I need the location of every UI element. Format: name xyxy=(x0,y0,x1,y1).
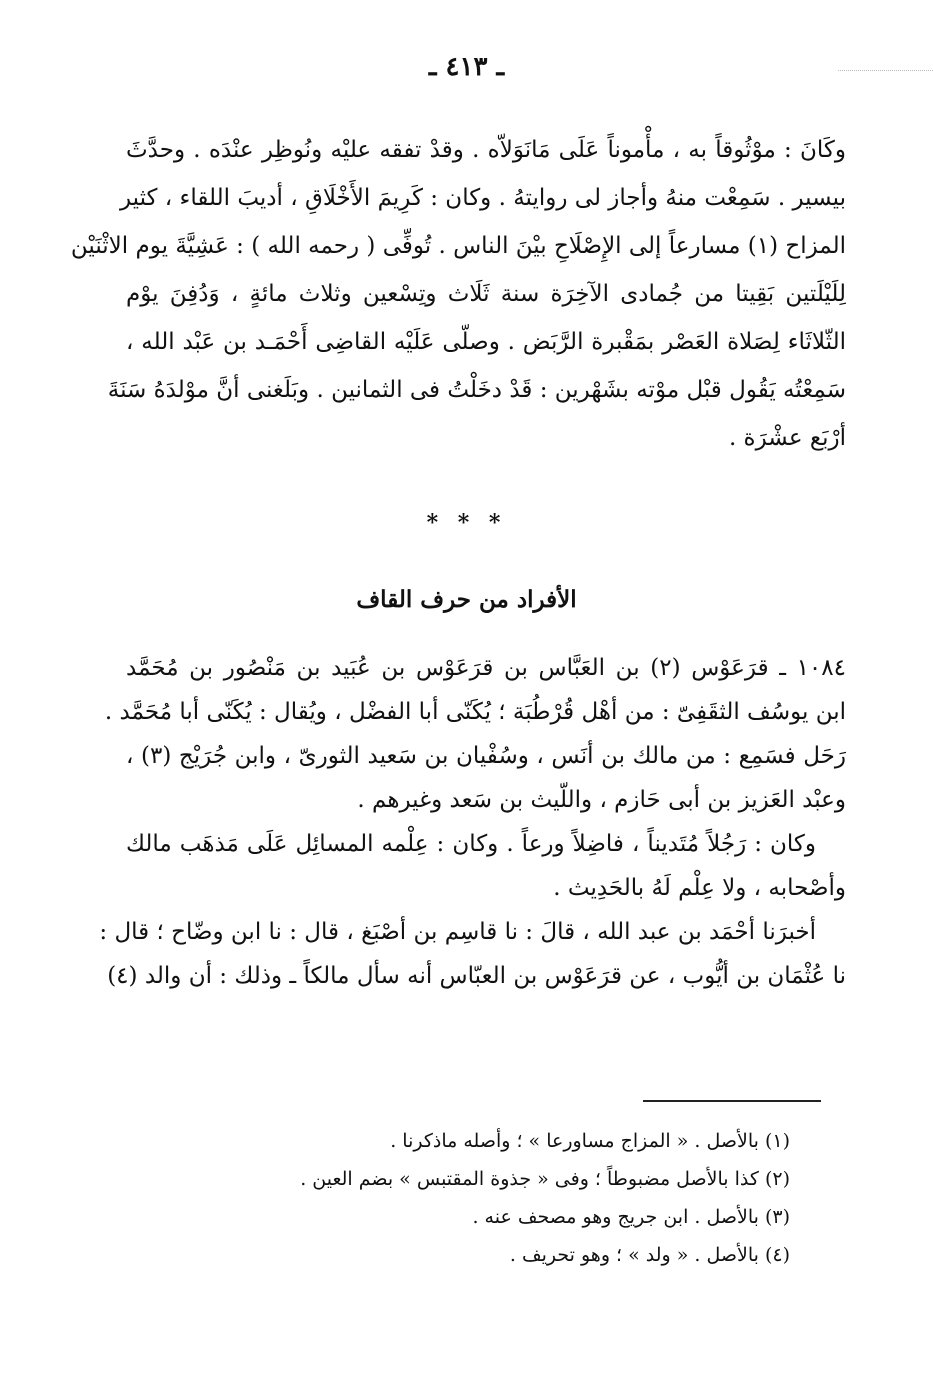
entry-1084 xyxy=(99,646,846,998)
footnote-number: (٣) xyxy=(764,1206,790,1228)
text-line: الثّلاثَاء لِصَلاة العَصْر بمَقْبرة الرَّبَض . وصلّى عَلَيْه القاضِى أَحْمَـد بن عَبْد الله ، xyxy=(126,329,846,355)
footnote xyxy=(150,1198,790,1236)
text-line: وأصْحابه ، ولا عِلْم لَهُ بالحَدِيث . xyxy=(553,875,846,901)
text-line: لِلَيْلَتين بَقِيتا من جُمادى الآخِرَة سنة ثَلَاث وتِسْعين وثلاث مائةٍ ، وَدُفِنَ يوْم xyxy=(126,281,846,307)
text-line: سَمِعْتُه يَقُول قبْل موْته بشَهْرين : قَدْ دخَلْتُ فى الثمانين . وبَلَغنى أنَّ موْلدَهُ سَنَةَ xyxy=(107,377,846,403)
section-separator: * * * xyxy=(426,510,507,536)
footnote-divider xyxy=(643,1100,821,1102)
footnote-text: بالأصل . ابن جريج وهو مصحف عنه . xyxy=(472,1206,759,1228)
footnote xyxy=(150,1160,790,1198)
text-line: أرْبَع عشْرَة . xyxy=(728,425,846,451)
footnote-text: بالأصل . « ولد » ؛ وهو تحريف . xyxy=(509,1244,759,1266)
footnote xyxy=(150,1122,790,1160)
text-line: بيسير . سَمِعْت منهُ وأجاز لى روايتهُ . وكان : كَرِيمَ الأَخْلَاقِ ، أديبَ اللقاء ، كثير xyxy=(119,185,846,211)
text-line: أخبرَنا أحْمَد بن عبد الله ، قالَ : نا قاسِم بن أصْبَغ ، قال : نا ابن وضّاح ؛ قال : xyxy=(99,919,816,945)
footnote xyxy=(150,1236,790,1274)
footnote-number: (٤) xyxy=(764,1244,790,1266)
biography-paragraph xyxy=(70,126,846,462)
text-line: ابن يوسُف الثقَفِىّ : من أهْل قُرْطُبَة ؛ يُكَنّى أبا الفضْل ، ويُقال : يُكَنّى أبا مُحَمَّد . xyxy=(104,699,846,725)
text-line: وكَانَ : موْثُوقاً به ، مأْموناً عَلَى مَانَوَلاّه . وقدْ تفقه عليْه ونُوظِر عنْدَه . وحدَّثَ xyxy=(126,137,846,163)
footnotes xyxy=(150,1122,790,1274)
text-line: ١٠٨٤ ـ قرَعَوْس (٢) بن العَبَّاس بن قرَعَوْس بن عُبَيد بن مَنْصُور بن مُحَمَّد xyxy=(126,655,846,681)
footnote-number: (٢) xyxy=(764,1168,790,1190)
text-line: رَحَل فسَمِع : من مالك بن أنَس ، وسُفْيان بن سَعيد الثورىّ ، وابن جُرَيْج (٣) ، xyxy=(126,743,846,769)
footnote-number: (١) xyxy=(764,1130,790,1152)
footnote-text: بالأصل . « المزاج مساورعا » ؛ وأصله ماذكرنا . xyxy=(390,1130,759,1152)
text-line: وكان : رَجُلاً مُتَديناً ، فاضِلاً ورعاً . وكان : عِلْمه المسائِل عَلَى مَذهَب مالك xyxy=(126,831,816,857)
text-line: وعبْد العَزيز بن أبى حَازم ، واللّيث بن سَعد وغيرهم . xyxy=(357,787,846,813)
text-line: المزاح (١) مسارعاً إلى الإِصْلَاحِ بيْنَ الناس . تُوفِّى ( رحمه الله ) : عَشِيَّةَ يوم الاثْنَيْن xyxy=(70,233,846,259)
section-heading: الأفراد من حرف القاف xyxy=(356,586,577,613)
text-line: نا عُثْمَان بن أيُّوب ، عن قرَعَوْس بن العبّاس أنه سأل مالكاً ـ وذلك : أن والد (٤) xyxy=(107,963,846,989)
footnote-text: كذا بالأصل مضبوطاً ؛ وفى « جذوة المقتبس » بضم العين . xyxy=(300,1168,759,1190)
page-number: ـ ٤١٣ ـ xyxy=(428,52,505,82)
